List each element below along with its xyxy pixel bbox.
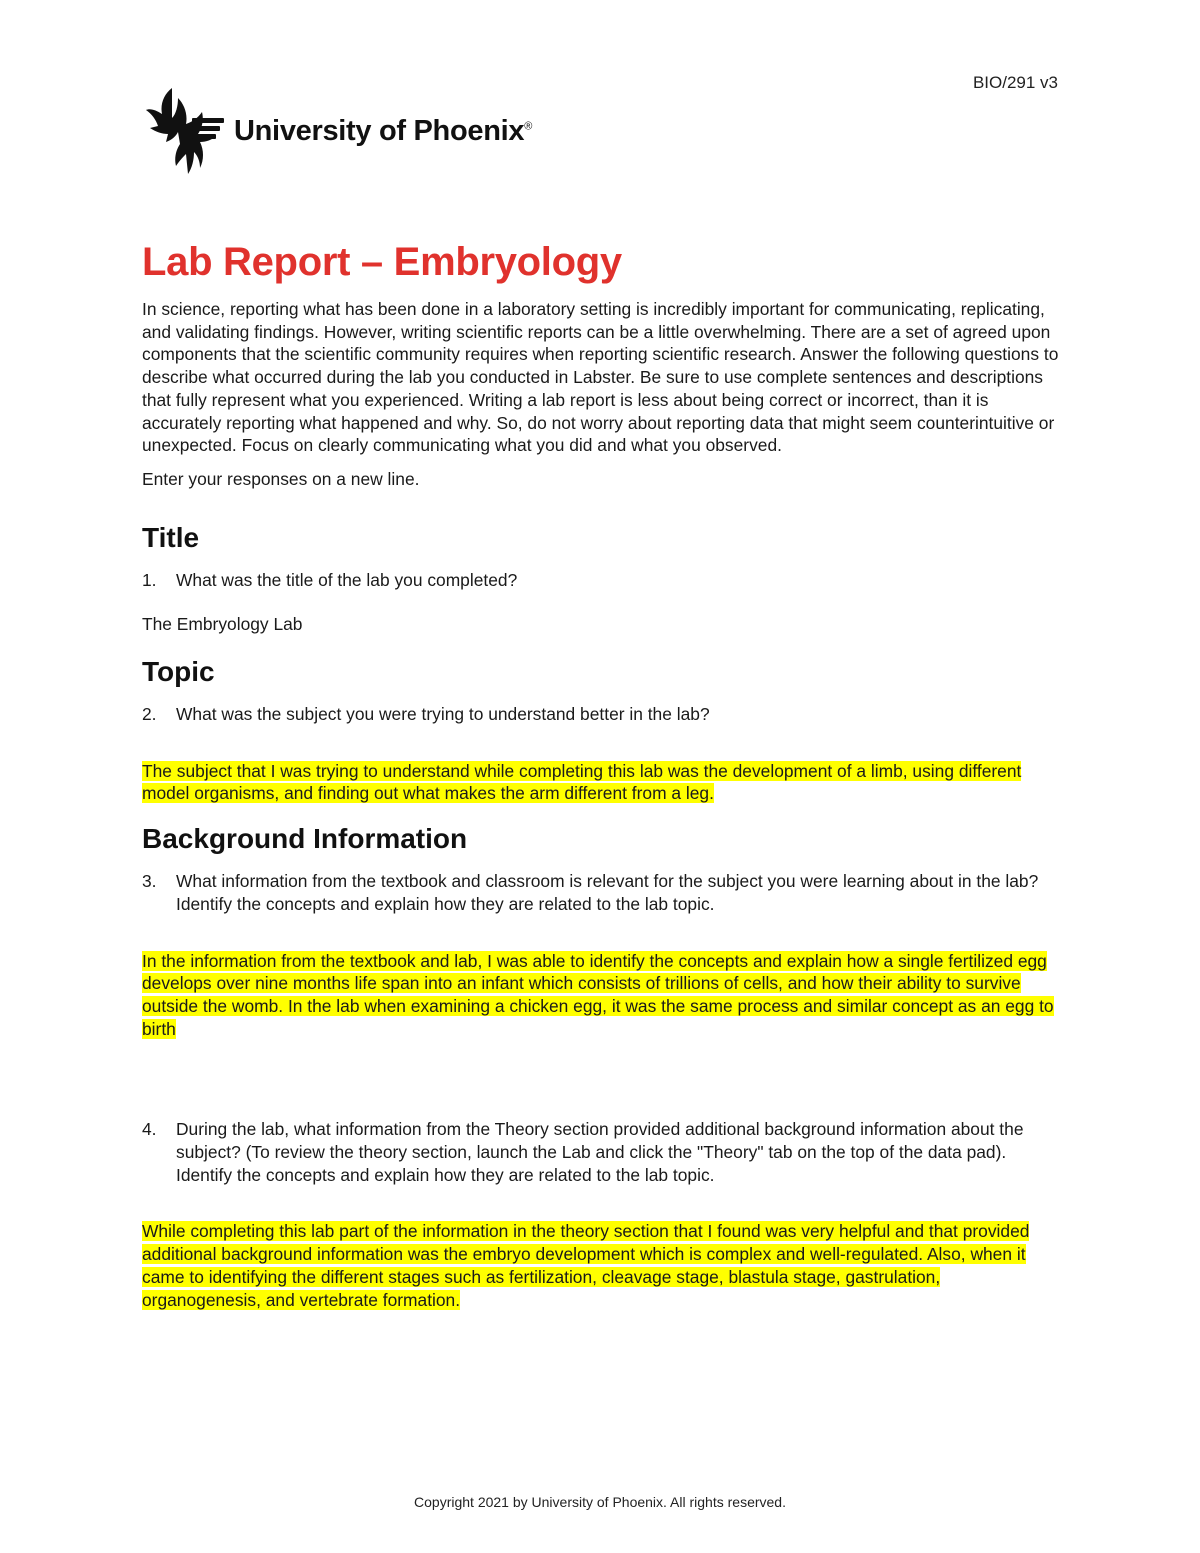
answer-3 (142, 950, 1062, 1041)
copyright-footer: Copyright 2021 by University of Phoenix. All rights reserved. (414, 1494, 786, 1510)
question-text: During the lab, what information from the Theory section provided additional background information about the subject? (To review the theory section, launch the Lab and click the "Theory" tab on the top of the data pad). Identify the concepts and explain how they are related to the lab topic. (176, 1119, 1024, 1185)
section-heading-background: Background Information (142, 823, 468, 855)
question-1 (142, 569, 1062, 592)
highlighted-answer: The subject that I was trying to understand while completing this lab was the development of a limb, using different model organisms, and finding out what makes the arm different from a leg. (142, 760, 1022, 804)
question-4 (142, 1118, 1062, 1186)
intro-paragraph: In science, reporting what has been done in a laboratory setting is incredibly important for communicating, replicating, and validating findings. However, writing scientific reports can be a little overwhelming. There are a set of agreed upon components that the scientific community requires when reporting scientific research. Answer the following questions to describe what occurred during the lab you conducted in Labster. Be sure to use complete sentences and descriptions that fully represent what you experienced. Writing a lab report is less about being correct or incorrect, than it is accurately reporting what happened and why. So, do not worry about reporting data that might seem counterintuitive or unexpected. Focus on clearly communicating what you did and what you observed. (142, 299, 1059, 456)
question-number: 1. (142, 569, 157, 590)
answer-2 (142, 760, 1062, 805)
logo-wordmark: University of Phoenix® (234, 114, 533, 147)
highlighted-answer: While completing this lab part of the information in the theory section that I found was very helpful and that provided additional background information was the embryo development which is complex and well-regulated. Also, when it came to identifying the different stages such as fertilization, cleavage stage, blastula stage, gastrulation, organogenesis, and vertebrate formation. (142, 1221, 1030, 1310)
highlighted-answer: In the information from the textbook and lab, I was able to identify the concepts and explain how a single fertilized egg develops over nine months life span into an infant which consists of trillions of cells, and how their ability to survive outside the womb. In the lab when examining a chicken egg, it was the same process and similar concept as an egg to birth (142, 950, 1054, 1039)
document-title: Lab Report – Embryology (142, 240, 622, 284)
question-number: 2. (142, 704, 157, 725)
question-3 (142, 870, 1062, 915)
question-text: What information from the textbook and classroom is relevant for the subject you were learning about in the lab? Identify the concepts and explain how they are related to the lab topic. (176, 871, 1039, 914)
instruction-text: Enter your responses on a new line. (142, 468, 420, 489)
question-number: 3. (142, 871, 157, 892)
answer-4 (142, 1220, 1062, 1311)
question-text: What was the title of the lab you completed? (176, 569, 518, 590)
question-2 (142, 703, 1062, 726)
answer-1: The Embryology Lab (142, 614, 303, 635)
phoenix-bird-icon (142, 84, 226, 178)
document-body (142, 236, 1062, 1311)
course-code: BIO/291 v3 (972, 73, 1058, 92)
university-logo (142, 84, 532, 178)
question-text: What was the subject you were trying to understand better in the lab? (176, 704, 710, 725)
section-heading-title: Title (142, 521, 200, 553)
section-heading-topic: Topic (142, 656, 215, 688)
question-number: 4. (142, 1119, 157, 1140)
